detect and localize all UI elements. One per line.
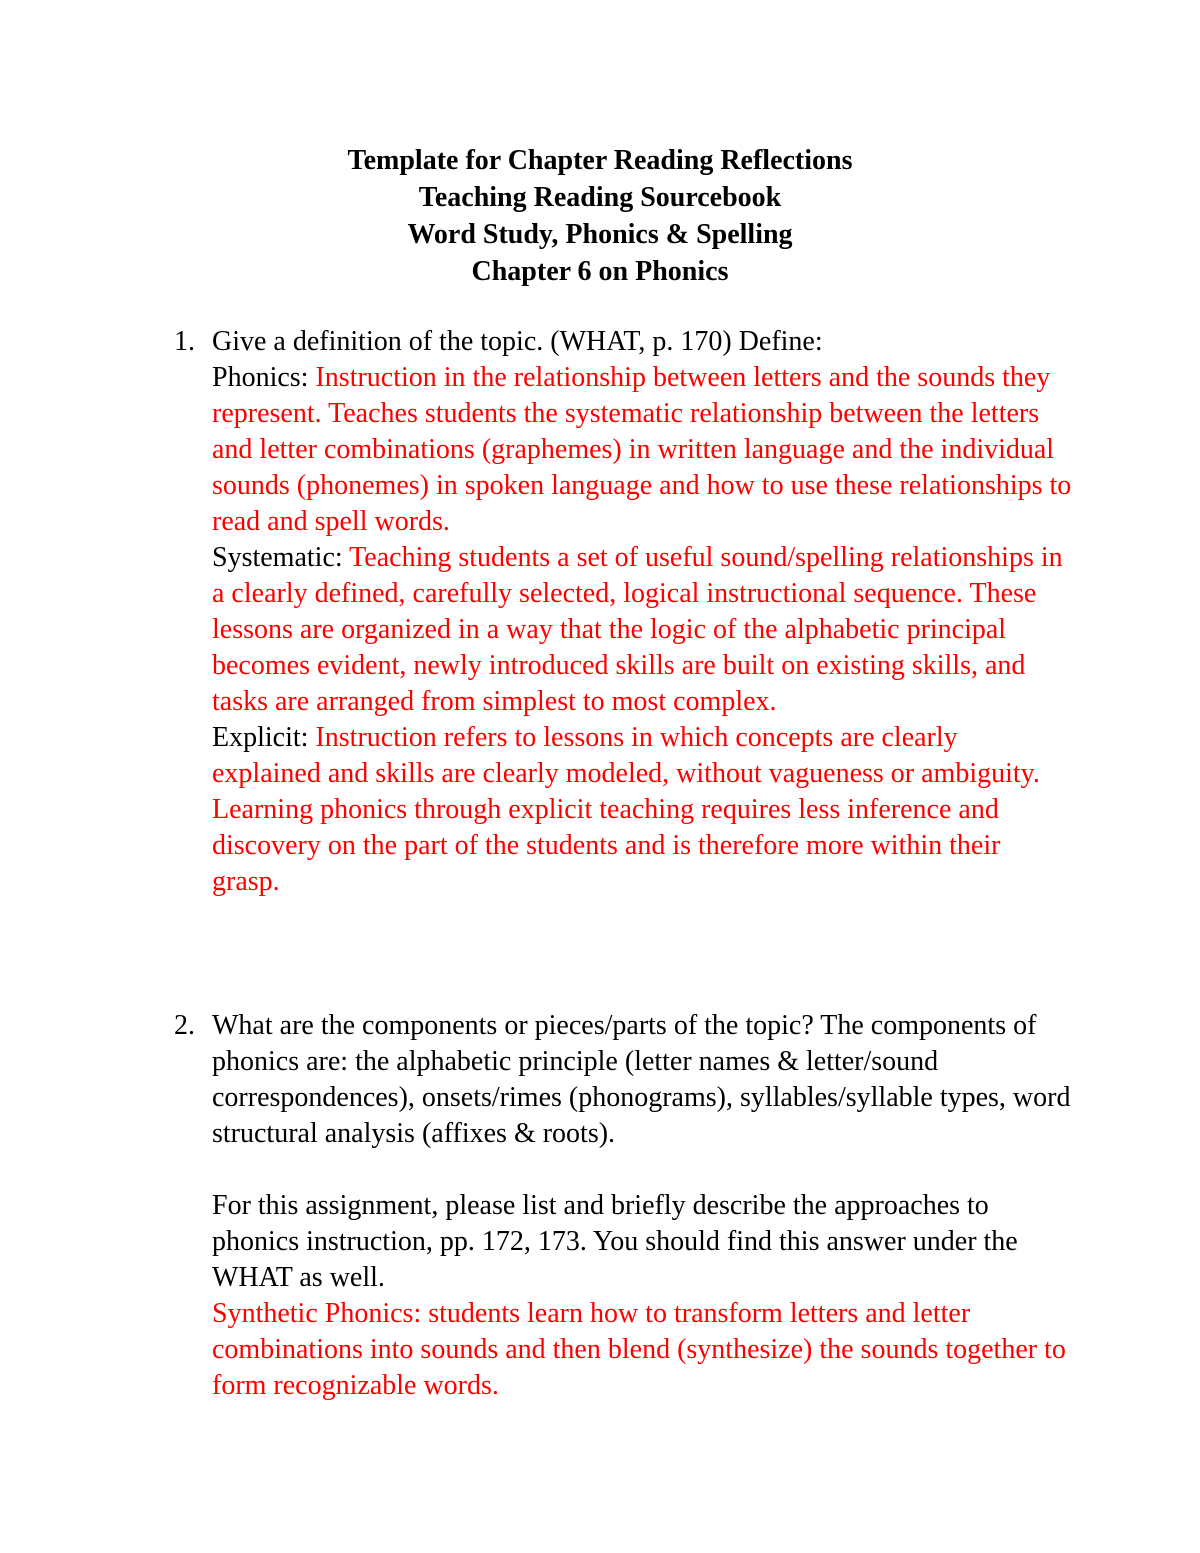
systematic-label: Systematic: bbox=[212, 542, 350, 573]
paragraph-spacer bbox=[212, 1152, 1072, 1188]
list-item-2 bbox=[174, 1008, 1072, 1404]
systematic-definition: Teaching students a set of useful sound/spelling relationships in a clearly defined, carefully selected, logical instructional sequence. These lessons are organized in a way that the logic of the alphabetic principal becomes evident, newly introduced skills are built on existing skills, and tasks are arranged from simplest to most complex. bbox=[212, 542, 1063, 717]
assignment-instructions: For this assignment, please list and briefly describe the approaches to phonics instruction, pp. 172, 173. You should find this answer under the WHAT as well. bbox=[212, 1190, 1018, 1293]
systematic-definition-block bbox=[212, 540, 1072, 720]
phonics-definition: Instruction in the relationship between letters and the sounds they represent. Teaches students the systematic relationship between the letters and letter combinations (graphemes) in written language and the individual sounds (phonemes) in spoken language and how to use these relationships to read and spell words. bbox=[212, 362, 1072, 537]
explicit-definition: Instruction refers to lessons in which concepts are clearly explained and skills are clearly modeled, without vagueness or ambiguity. Learning phonics through explicit teaching requires less inference and discovery on the part of the students and is therefore more within their grasp. bbox=[212, 722, 1040, 897]
title-line-2: Teaching Reading Sourcebook bbox=[418, 182, 782, 213]
phonics-label: Phonics: bbox=[212, 362, 316, 393]
title-line-4: Chapter 6 on Phonics bbox=[471, 256, 729, 287]
explicit-definition-block bbox=[212, 720, 1072, 900]
document-title bbox=[0, 142, 1200, 290]
synthetic-phonics-answer: Synthetic Phonics: students learn how to transform letters and letter combinations into sounds and then blend (synthesize) the sounds together to form recognizable words. bbox=[212, 1298, 1066, 1401]
explicit-label: Explicit: bbox=[212, 722, 316, 753]
phonics-definition-block bbox=[212, 360, 1072, 540]
item-1-question: Give a definition of the topic. (WHAT, p. 170) Define: bbox=[212, 326, 823, 357]
item-1-number: 1. bbox=[174, 326, 195, 357]
item-2-question: What are the components or pieces/parts of the topic? The components of phonics are: the alphabetic principle (letter names & letter/sound correspondences), onsets/rimes (phonograms), syllables/syllable types, word structural analysis (affixes & roots). bbox=[212, 1010, 1071, 1149]
title-line-3: Word Study, Phonics & Spelling bbox=[407, 219, 793, 250]
list-item-1 bbox=[174, 324, 1072, 900]
title-line-1: Template for Chapter Reading Reflections bbox=[347, 145, 853, 176]
item-2-number: 2. bbox=[174, 1010, 195, 1041]
